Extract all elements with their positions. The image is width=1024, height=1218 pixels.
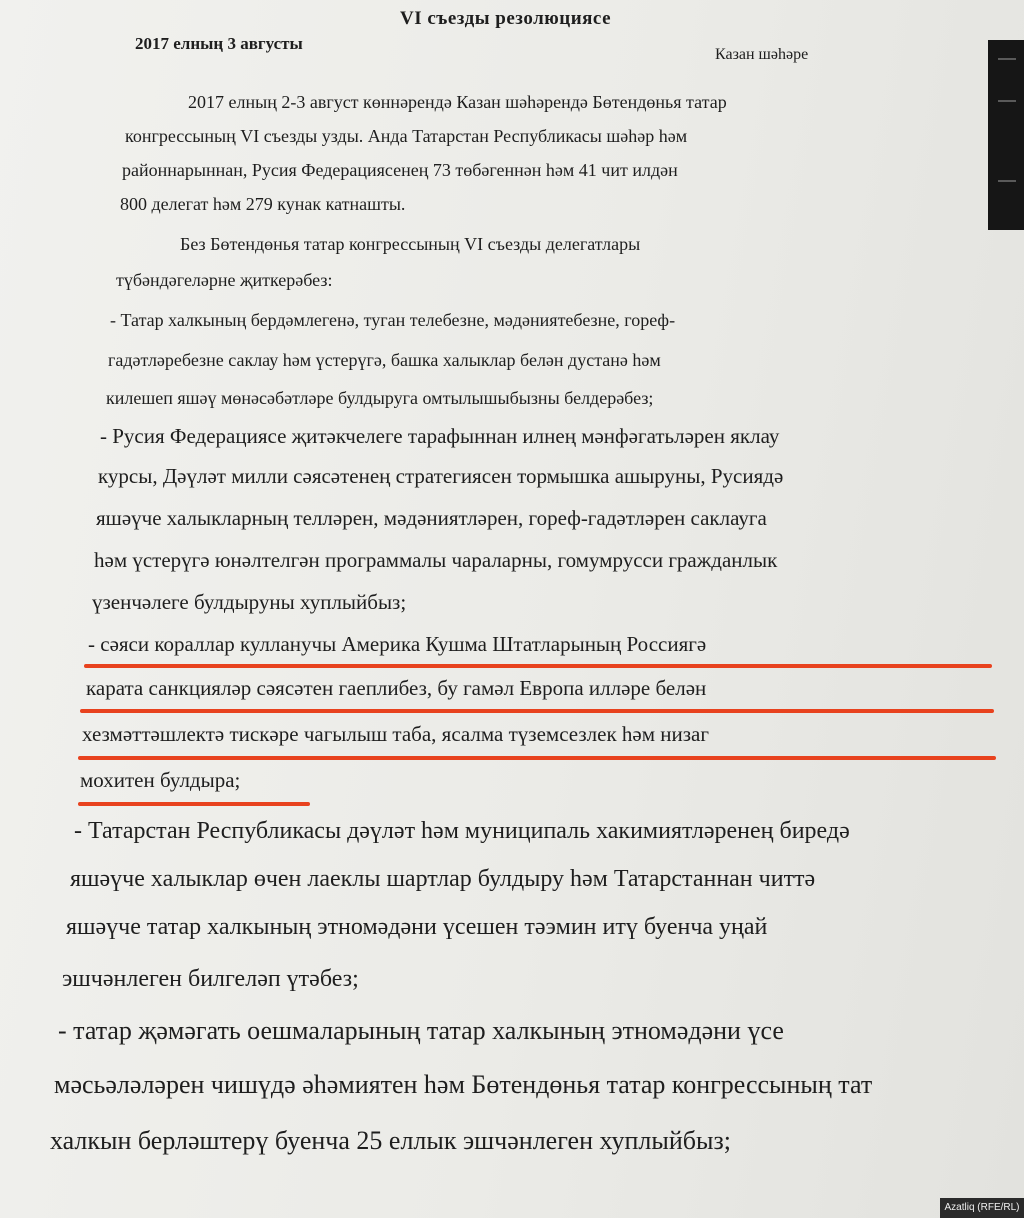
list-item-line: үзенчәлеге булдыруны хуплыйбыз; [92,590,407,614]
paragraph-line: районнарыннан, Русия Федерациясенең 73 төбәгеннән һәм 41 чит илдән [122,160,678,180]
highlighted-line: мохитен булдыра; [80,768,241,792]
tab-mark [998,180,1016,182]
list-item-line: - Татарстан Республикасы дәүләт һәм муниципаль хакимиятләренең биредә [74,818,850,844]
highlighted-line: хезмәттәшлектә тискәре чагылыш таба, ясалма түземсезлек һәм низаг [82,722,709,746]
highlight-underline [80,709,994,713]
list-item-line: - Русия Федерациясе җитәкчелеге тарафыннан илнең мәнфәгатьләрен яклау [100,424,780,448]
list-item-line: эшчәнлеген билгеләп үтәбез; [62,966,359,992]
list-item-line: килешеп яшәү мөнәсәбәтләре булдыруга омтылышыбызны белдерәбез; [106,388,654,408]
list-item-line: яшәүче халыклар өчен лаеклы шартлар булдыру һәм Татарстаннан читтә [70,866,816,892]
paragraph-line: конгрессының VI съезды узды. Анда Татарстан Республикасы шәһәр һәм [125,126,688,146]
list-item-line: яшәүче татар халкының этномәдәни үсешен тәэмин итү буенча уңай [66,914,768,940]
photo-credit: Azatliq (RFE/RL) [940,1198,1024,1218]
highlighted-line: - сәяси кораллар кулланучы Америка Кушма Штатларының Россиягә [88,632,707,656]
paragraph-line: түбәндәгеләрне җиткерәбез: [116,270,333,290]
highlight-underline [84,664,992,668]
document-date: 2017 елның 3 августы [135,34,303,53]
highlight-underline [78,756,996,760]
list-item-line: курсы, Дәүләт милли сәясәтенең стратегиясен тормышка ашыруны, Русиядә [98,464,784,488]
tab-mark [998,100,1016,102]
list-item-line: - Татар халкының бердәмлегенә, туган телебезне, мәдәниятебезне, гореф- [110,310,676,330]
list-item-line: яшәүче халыкларның телләрен, мәдәниятләрен, гореф-гадәтләрен саклауга [96,506,767,530]
list-item-line: халкын берләштерү буенча 25 еллык эшчәнлеген хуплыйбыз; [50,1126,731,1155]
paragraph-line: Без Бөтендөнья татар конгрессының VI съезды делегатлары [180,234,641,254]
list-item-line: һәм үстерүгә юнәлтелгән программалы чараларны, гомумрусси гражданлык [94,548,778,572]
list-item-line: - татар җәмәгать оешмаларының татар халкының этномәдәни үсе [58,1016,784,1045]
list-item-line: гадәтләребезне саклау һәм үстерүгә, башка халыклар белән дустанә һәм [108,350,661,370]
document-title: VI съезды резолюциясе [400,8,612,29]
paragraph-line: 800 делегат һәм 279 кунак катнашты. [120,194,406,214]
tab-mark [998,58,1016,60]
paragraph-line: 2017 елның 2-3 август көннәрендә Казан шәһәрендә Бөтендөнья татар [188,92,727,112]
highlighted-line: карата санкцияләр сәясәтен гаеплибез, бу гамәл Европа илләре белән [86,676,707,700]
page-edge-tab [988,40,1024,230]
document-city: Казан шәһәре [715,46,809,63]
list-item-line: мәсьәләләрен чишүдә әһәмиятен һәм Бөтендөнья татар конгрессының тат [54,1070,873,1099]
highlight-underline [78,802,310,806]
